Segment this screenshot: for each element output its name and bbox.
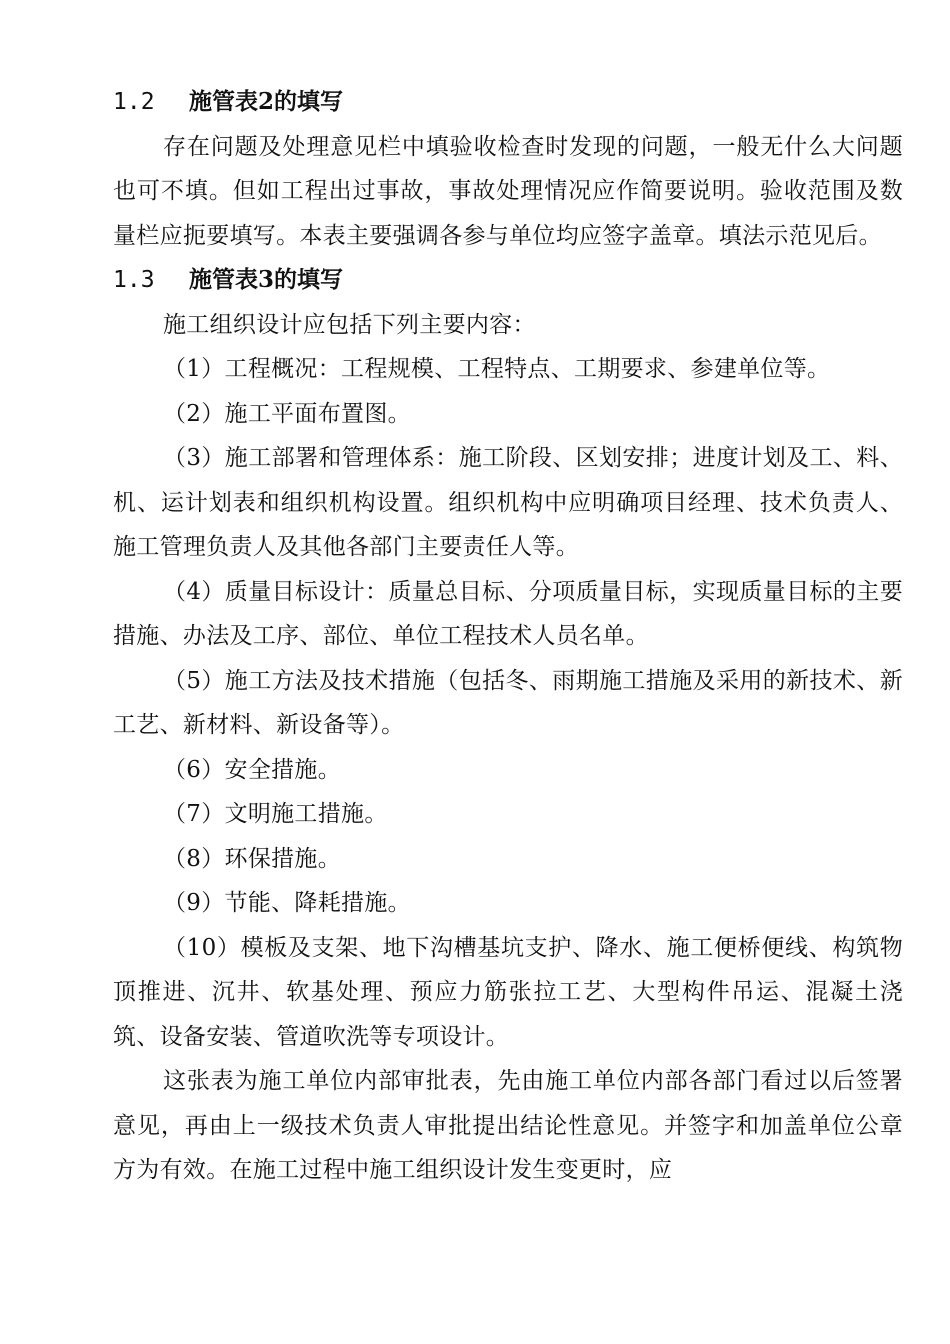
paragraph: 施工组织设计应包括下列主要内容： xyxy=(163,311,536,338)
list-item: （5）施工方法及技术措施（包括冬、雨期施工措施及采用的新技术、新工艺、新材料、新设备等）。 xyxy=(113,667,903,738)
document-page xyxy=(113,80,903,1193)
list-item: （2）施工平面布置图。 xyxy=(163,400,411,427)
section-number: 1.3 xyxy=(113,267,155,293)
section-heading-1-3 xyxy=(113,258,903,303)
paragraph: 存在问题及处理意见栏中填验收检查时发现的问题，一般无什么大问题也可不填。但如工程出过事故，事故处理情况应作简要说明。验收范围及数量栏应扼要填写。本表主要强调各参与单位均应签字盖章。填法示范见后。 xyxy=(113,133,903,249)
list-item: （7）文明施工措施。 xyxy=(163,801,388,827)
list-item: （8）环保措施。 xyxy=(163,845,342,872)
list-item: （3）施工部署和管理体系：施工阶段、区划安排；进度计划及工、料、机、运计划表和组织机构设置。组织机构中应明确项目经理、技术负责人、施工管理负责人及其他各部门主要责任人等。 xyxy=(113,445,903,560)
list-item: （4）质量目标设计：质量总目标、分项质量目标，实现质量目标的主要措施、办法及工序、部位、单位工程技术人员名单。 xyxy=(113,578,903,649)
section-heading-1-2 xyxy=(113,80,903,125)
section-number: 1.2 xyxy=(113,89,155,115)
paragraph: 这张表为施工单位内部审批表，先由施工单位内部各部门看过以后签署意见，再由上一级技术负责人审批提出结论性意见。并签字和加盖单位公章方为有效。在施工过程中施工组织设计发生变更时，应 xyxy=(113,1068,903,1183)
list-item: （10）模板及支架、地下沟槽基坑支护、降水、施工便桥便线、构筑物顶推进、沉井、软基处理、预应力筋张拉工艺、大型构件吊运、混凝土浇筑、设备安装、管道吹洗等专项设计。 xyxy=(113,934,903,1050)
section-title: 施管表3的填写 xyxy=(189,266,344,293)
list-item: （6）安全措施。 xyxy=(163,756,342,783)
list-item: （1）工程概况：工程规模、工程特点、工期要求、参建单位等。 xyxy=(163,356,831,382)
section-title: 施管表2的填写 xyxy=(189,88,344,115)
list-item: （9）节能、降耗措施。 xyxy=(163,890,411,916)
